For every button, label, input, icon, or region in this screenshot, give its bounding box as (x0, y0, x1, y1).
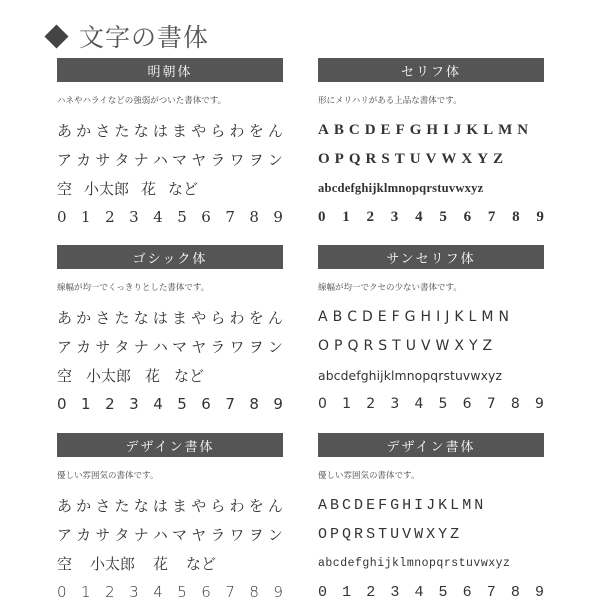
glyph-sample: ア (57, 337, 73, 356)
glyph-sample: B (333, 121, 344, 138)
glyph-sample: P (334, 338, 343, 354)
glyph-sample: K (466, 121, 479, 138)
glyph-sample: E (366, 496, 376, 514)
glyph-sample: X (461, 150, 473, 167)
glyph-sample: 9 (273, 395, 283, 413)
glyph-sample: ナ (133, 525, 149, 544)
glyph-sample: 6 (463, 208, 472, 225)
glyph-sample: 0 (318, 208, 326, 225)
glyph-sample: C (342, 496, 352, 514)
sample-rows (57, 305, 283, 416)
glyph-sample: A (318, 309, 328, 325)
glyph-sample: K (454, 309, 464, 325)
glyph-sample: 5 (177, 208, 187, 226)
glyph-sample: は (152, 121, 168, 140)
glyph-sample: ナ (133, 337, 149, 356)
glyph-sample: ま (172, 496, 188, 515)
kanji-row (57, 176, 283, 200)
glyph-sample: カ (76, 150, 92, 169)
digits-row (318, 580, 544, 600)
glyph-sample: や (191, 308, 207, 327)
glyph-sample: か (76, 496, 92, 515)
glyph-sample: U (405, 338, 416, 354)
glyph-sample: F (391, 309, 400, 325)
lowercase-row: abcdefghijklmnopqrstuvwxyz (318, 556, 511, 570)
glyph-sample: ン (267, 337, 283, 356)
glyph-sample: さ (95, 121, 111, 140)
glyph-sample: や (191, 121, 207, 140)
glyph-sample: 空 (57, 366, 73, 385)
glyph-sample: D (364, 121, 376, 138)
glyph-sample: を (248, 308, 264, 327)
glyph-sample: ワ (229, 150, 245, 169)
glyph-sample: W (435, 338, 450, 354)
glyph-sample: な (133, 496, 149, 515)
glyph-sample: 小太郎 (84, 179, 130, 198)
glyph-sample: 4 (153, 583, 163, 600)
glyph-sample: M (498, 121, 513, 138)
glyph-sample: N (498, 309, 509, 325)
glyph-sample: ハ (152, 525, 168, 544)
glyph-sample: 1 (342, 583, 352, 600)
glyph-sample: ヲ (248, 150, 264, 169)
glyph-sample: 7 (486, 396, 496, 412)
page-title-text: 文字の書体 (79, 23, 210, 52)
glyph-sample: 9 (273, 583, 283, 600)
kanji-row (57, 551, 283, 575)
glyph-sample: わ (229, 496, 245, 515)
glyph-sample: E (377, 309, 387, 325)
section-description: 形にメリハリがある上品な書体です。 (318, 96, 462, 106)
glyph-sample: 5 (438, 396, 448, 412)
glyph-sample: 0 (318, 396, 327, 412)
glyph-sample: ン (267, 525, 283, 544)
katakana-row (57, 147, 283, 171)
glyph-sample: 8 (249, 395, 259, 413)
glyph-sample: 9 (536, 208, 544, 225)
glyph-sample: ま (172, 121, 188, 140)
glyph-sample: さ (95, 308, 111, 327)
glyph-sample: ヤ (191, 150, 207, 169)
glyph-sample: G (409, 121, 422, 138)
glyph-sample: Z (493, 150, 504, 167)
glyph-sample: S (366, 525, 376, 543)
glyph-sample: サ (95, 150, 111, 169)
glyph-sample: T (394, 150, 405, 167)
glyph-sample: サ (95, 525, 111, 544)
glyph-sample: ら (210, 496, 226, 515)
glyph-sample: 1 (81, 208, 91, 226)
glyph-sample: 3 (129, 208, 139, 226)
uppercase-row-2 (318, 334, 544, 358)
glyph-sample: ナ (133, 150, 149, 169)
glyph-sample: 2 (366, 208, 375, 225)
glyph-sample: 5 (177, 395, 187, 413)
glyph-sample: ラ (210, 150, 226, 169)
glyph-sample: D (361, 309, 373, 325)
glyph-sample: U (390, 525, 400, 543)
glyph-sample: 3 (129, 583, 139, 600)
glyph-sample: ん (267, 496, 283, 515)
glyph-sample: L (483, 121, 494, 138)
glyph-sample: O (318, 525, 328, 543)
glyph-sample: や (191, 496, 207, 515)
glyph-sample: 0 (318, 583, 328, 600)
glyph-sample: 1 (81, 583, 91, 600)
glyph-sample: 2 (366, 396, 376, 412)
glyph-sample: L (450, 496, 460, 514)
glyph-sample: カ (76, 525, 92, 544)
glyph-sample: 3 (390, 396, 400, 412)
glyph-sample: 7 (225, 583, 235, 600)
glyph-sample: など (174, 366, 205, 385)
uppercase-row-2 (318, 147, 544, 171)
hiragana-row (57, 305, 283, 329)
glyph-sample: ワ (229, 525, 245, 544)
glyph-sample: ヤ (191, 337, 207, 356)
section-description: 優しい雰囲気の書体です。 (57, 471, 159, 481)
glyph-sample: あ (57, 308, 73, 327)
glyph-sample: E (380, 121, 391, 138)
glyph-sample: Y (477, 150, 489, 167)
section-header: セリフ体 (318, 58, 544, 82)
glyph-sample: H (420, 309, 432, 325)
glyph-sample: 5 (438, 583, 448, 600)
glyph-sample: 6 (462, 396, 472, 412)
glyph-sample: ラ (210, 337, 226, 356)
glyph-sample: L (468, 309, 477, 325)
glyph-sample: 3 (390, 583, 400, 600)
glyph-sample: ン (267, 150, 283, 169)
glyph-sample: 1 (342, 396, 352, 412)
glyph-sample: 花 (153, 554, 169, 573)
glyph-sample: D (354, 496, 364, 514)
glyph-sample: 0 (57, 583, 67, 600)
glyph-sample: M (481, 309, 494, 325)
glyph-sample: 7 (486, 583, 496, 600)
glyph-sample: ら (210, 121, 226, 140)
glyph-sample: 9 (273, 208, 283, 226)
glyph-sample: Y (468, 338, 478, 354)
glyph-sample: 花 (141, 179, 157, 198)
glyph-sample: た (114, 121, 130, 140)
section-header: ゴシック体 (57, 245, 283, 269)
uppercase-row-2 (318, 522, 544, 546)
glyph-sample: な (133, 308, 149, 327)
glyph-sample: 0 (57, 395, 67, 413)
glyph-sample: A (318, 496, 328, 514)
glyph-sample: ワ (229, 337, 245, 356)
glyph-sample: な (133, 121, 149, 140)
glyph-sample: を (248, 121, 264, 140)
glyph-sample: サ (95, 337, 111, 356)
glyph-sample: カ (76, 337, 92, 356)
glyph-sample: 4 (153, 395, 163, 413)
section-gothic (57, 245, 283, 421)
glyph-sample: 空 (57, 554, 73, 573)
section-description: ハネやハライなどの強弱がついた書体です。 (57, 96, 227, 106)
section-description: 線幅が均一でクセの少ない書体です。 (318, 283, 462, 293)
glyph-sample: 小太郎 (86, 366, 132, 385)
glyph-sample: た (114, 496, 130, 515)
section-header: サンセリフ体 (318, 245, 544, 269)
glyph-sample: 8 (510, 583, 520, 600)
digits-row (318, 205, 544, 229)
glyph-sample: あ (57, 496, 73, 515)
glyph-sample: 1 (342, 208, 350, 225)
glyph-sample: 0 (57, 208, 67, 226)
glyph-sample: V (402, 525, 412, 543)
glyph-sample: わ (229, 121, 245, 140)
section-description: 線幅が均一でくっきりとした書体です。 (57, 283, 210, 293)
lowercase-row: abcdefghijklmnopqrstuvwxyz (318, 180, 484, 195)
glyph-sample: K (438, 496, 448, 514)
glyph-sample: タ (114, 525, 130, 544)
glyph-sample: T (392, 338, 401, 354)
glyph-sample: I (443, 121, 449, 138)
katakana-row (57, 522, 283, 546)
section-design-japanese (57, 433, 283, 600)
glyph-sample: 4 (414, 583, 424, 600)
glyph-sample: Y (438, 525, 448, 543)
glyph-sample: ん (267, 308, 283, 327)
glyph-sample: B (332, 309, 343, 325)
glyph-sample: 7 (225, 208, 235, 226)
glyph-sample: N (517, 121, 529, 138)
lowercase-row: abcdefghijklmnopqrstuvwxyz (318, 367, 503, 383)
glyph-sample: 空 (57, 179, 73, 198)
glyph-sample: 7 (487, 208, 496, 225)
glyph-sample: 8 (510, 396, 520, 412)
glyph-sample: J (445, 309, 450, 325)
glyph-sample: わ (229, 308, 245, 327)
sample-rows (318, 305, 544, 416)
glyph-sample: 4 (415, 208, 423, 225)
glyph-sample: ヲ (248, 337, 264, 356)
glyph-sample: ら (210, 308, 226, 327)
glyph-sample: H (402, 496, 412, 514)
glyph-sample: ヲ (248, 525, 264, 544)
glyph-sample: N (474, 496, 484, 514)
glyph-sample: は (152, 308, 168, 327)
glyph-sample: を (248, 496, 264, 515)
glyph-sample: 7 (225, 395, 235, 413)
sample-rows (57, 118, 283, 229)
glyph-sample: C (347, 309, 357, 325)
section-header: 明朝体 (57, 58, 283, 82)
digits-row (57, 392, 283, 416)
sample-rows (57, 493, 283, 600)
uppercase-row-1 (318, 118, 544, 142)
section-sans-serif (318, 245, 544, 421)
glyph-sample: ヤ (191, 525, 207, 544)
hiragana-row (57, 118, 283, 142)
glyph-sample: 6 (201, 395, 211, 413)
glyph-sample: タ (114, 337, 130, 356)
glyph-sample: R (365, 150, 377, 167)
glyph-sample: F (395, 121, 405, 138)
glyph-sample: O (318, 150, 330, 167)
glyph-sample: た (114, 308, 130, 327)
glyph-sample: R (363, 338, 374, 354)
katakana-row (57, 334, 283, 358)
sample-rows (318, 493, 544, 600)
glyph-sample: P (334, 150, 344, 167)
glyph-sample: W (414, 525, 424, 543)
glyph-sample: R (354, 525, 364, 543)
glyph-sample: 3 (390, 208, 399, 225)
glyph-sample: 6 (201, 208, 211, 226)
glyph-sample: ア (57, 150, 73, 169)
glyph-sample: ア (57, 525, 73, 544)
glyph-sample: A (318, 121, 329, 138)
glyph-sample: マ (172, 337, 188, 356)
glyph-sample: V (420, 338, 431, 354)
uppercase-row-1 (318, 493, 544, 517)
glyph-sample: あ (57, 121, 73, 140)
glyph-sample: Q (348, 150, 361, 167)
digits-row (57, 580, 283, 600)
glyph-sample: I (436, 309, 441, 325)
glyph-sample: 8 (249, 583, 259, 600)
glyph-sample: ハ (152, 337, 168, 356)
section-description: 優しい雰囲気の書体です。 (318, 471, 420, 481)
glyph-sample: 4 (414, 396, 424, 412)
glyph-sample: ん (267, 121, 283, 140)
glyph-sample: タ (114, 150, 130, 169)
glyph-sample: 6 (201, 583, 211, 600)
glyph-sample: 2 (105, 583, 115, 600)
uppercase-row-1 (318, 305, 544, 329)
glyph-sample: ラ (210, 525, 226, 544)
glyph-sample: Z (450, 525, 460, 543)
sample-rows (318, 118, 544, 229)
glyph-sample: 9 (534, 396, 544, 412)
kanji-row (57, 363, 283, 387)
glyph-sample: 5 (439, 208, 447, 225)
glyph-sample: 花 (145, 366, 161, 385)
diamond-bullet-icon (44, 24, 68, 48)
glyph-sample: Z (482, 338, 493, 354)
glyph-sample: 4 (153, 208, 163, 226)
glyph-sample: 2 (105, 208, 115, 226)
glyph-sample: V (425, 150, 437, 167)
glyph-sample: は (152, 496, 168, 515)
hiragana-row (57, 493, 283, 517)
glyph-sample: F (378, 496, 388, 514)
glyph-sample: ハ (152, 150, 168, 169)
glyph-sample: O (318, 338, 330, 354)
glyph-sample: Q (342, 525, 352, 543)
glyph-sample: H (426, 121, 439, 138)
glyph-sample: さ (95, 496, 111, 515)
glyph-sample: U (409, 150, 421, 167)
section-header: デザイン書体 (57, 433, 283, 457)
glyph-sample: P (330, 525, 340, 543)
glyph-sample: か (76, 308, 92, 327)
glyph-sample: など (168, 179, 199, 198)
glyph-sample: マ (172, 525, 188, 544)
glyph-sample: J (426, 496, 436, 514)
glyph-sample: 5 (177, 583, 187, 600)
glyph-sample: X (454, 338, 464, 354)
glyph-sample: G (404, 309, 416, 325)
glyph-sample: 2 (366, 583, 376, 600)
glyph-sample: W (441, 150, 457, 167)
glyph-sample: か (76, 121, 92, 140)
glyph-sample: B (330, 496, 340, 514)
section-header: デザイン書体 (318, 433, 544, 457)
glyph-sample: ま (172, 308, 188, 327)
glyph-sample: M (462, 496, 472, 514)
section-serif (318, 58, 544, 234)
glyph-sample: 8 (512, 208, 520, 225)
digits-row (57, 205, 283, 229)
glyph-sample: マ (172, 150, 188, 169)
glyph-sample: X (426, 525, 436, 543)
glyph-sample: 8 (249, 208, 259, 226)
glyph-sample: 3 (129, 395, 139, 413)
section-mincho (57, 58, 283, 234)
glyph-sample: 1 (81, 395, 91, 413)
glyph-sample: S (378, 338, 388, 354)
page-title (44, 19, 209, 53)
glyph-sample: J (453, 121, 462, 138)
glyph-sample: 2 (105, 395, 115, 413)
glyph-sample: 小太郎 (90, 554, 136, 573)
glyph-sample: C (348, 121, 360, 138)
glyph-sample: G (390, 496, 400, 514)
glyph-sample: T (378, 525, 388, 543)
glyph-sample: など (186, 554, 217, 573)
digits-row (318, 392, 544, 416)
glyph-sample: I (414, 496, 424, 514)
glyph-sample: S (381, 150, 390, 167)
section-design-latin (318, 433, 544, 600)
glyph-sample: 9 (534, 583, 544, 600)
glyph-sample: 6 (462, 583, 472, 600)
glyph-sample: Q (347, 338, 359, 354)
